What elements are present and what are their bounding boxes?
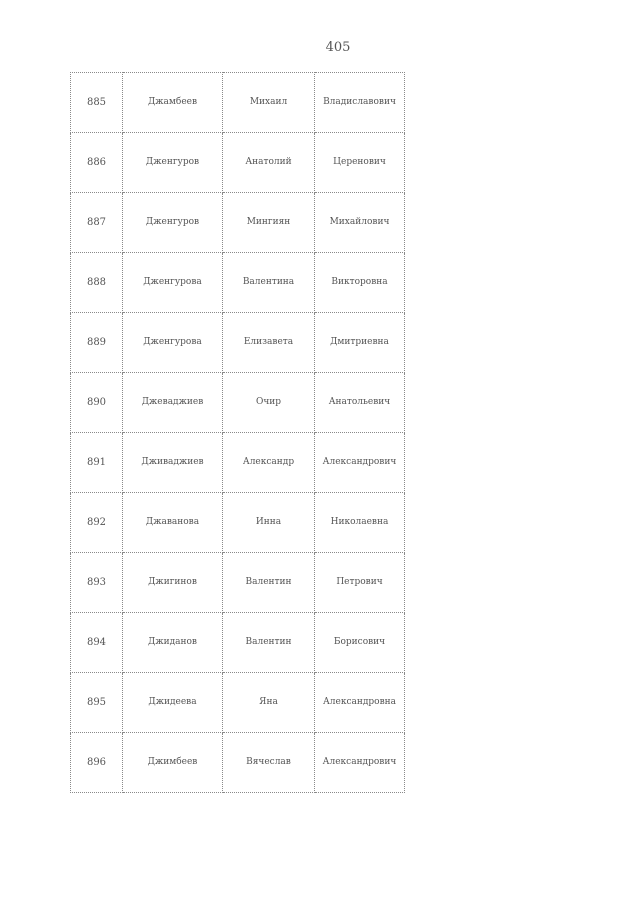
table-row — [71, 253, 405, 313]
table-row — [71, 193, 405, 253]
table-row — [71, 493, 405, 553]
patronymic-cell: Александрович — [315, 733, 405, 793]
first-name-cell: Елизавета — [223, 313, 315, 373]
first-name-cell: Инна — [223, 493, 315, 553]
first-name-cell: Вячеслав — [223, 733, 315, 793]
surname-cell: Джеваджиев — [123, 373, 223, 433]
table-row — [71, 553, 405, 613]
surname-cell: Джиданов — [123, 613, 223, 673]
patronymic-cell: Дмитриевна — [315, 313, 405, 373]
first-name-cell: Валентин — [223, 553, 315, 613]
patronymic-cell: Петрович — [315, 553, 405, 613]
table-row — [71, 613, 405, 673]
surname-cell: Дженгурова — [123, 313, 223, 373]
row-number: 890 — [71, 373, 123, 433]
patronymic-cell: Анатольевич — [315, 373, 405, 433]
patronymic-cell: Александрович — [315, 433, 405, 493]
page-number: 405 — [325, 40, 351, 55]
surname-cell: Джидеева — [123, 673, 223, 733]
table-row — [71, 673, 405, 733]
row-number: 893 — [71, 553, 123, 613]
table-row — [71, 133, 405, 193]
first-name-cell: Михаил — [223, 73, 315, 133]
surname-cell: Дженгурова — [123, 253, 223, 313]
patronymic-cell: Александровна — [315, 673, 405, 733]
row-number: 896 — [71, 733, 123, 793]
row-number: 891 — [71, 433, 123, 493]
surname-cell: Дженгуров — [123, 193, 223, 253]
surname-cell: Дженгуров — [123, 133, 223, 193]
table-row — [71, 433, 405, 493]
row-number: 895 — [71, 673, 123, 733]
row-number: 888 — [71, 253, 123, 313]
row-number: 886 — [71, 133, 123, 193]
first-name-cell: Мингиян — [223, 193, 315, 253]
surname-cell: Джимбеев — [123, 733, 223, 793]
patronymic-cell: Церенович — [315, 133, 405, 193]
first-name-cell: Александр — [223, 433, 315, 493]
row-number: 892 — [71, 493, 123, 553]
first-name-cell: Валентин — [223, 613, 315, 673]
first-name-cell: Очир — [223, 373, 315, 433]
surname-cell: Джамбеев — [123, 73, 223, 133]
first-name-cell: Яна — [223, 673, 315, 733]
patronymic-cell: Михайлович — [315, 193, 405, 253]
registry-table — [70, 72, 405, 793]
first-name-cell: Анатолий — [223, 133, 315, 193]
first-name-cell: Валентина — [223, 253, 315, 313]
surname-cell: Джаванова — [123, 493, 223, 553]
patronymic-cell: Владиславович — [315, 73, 405, 133]
table-row — [71, 373, 405, 433]
row-number: 887 — [71, 193, 123, 253]
row-number: 885 — [71, 73, 123, 133]
surname-cell: Дживаджиев — [123, 433, 223, 493]
table-row — [71, 73, 405, 133]
surname-cell: Джигинов — [123, 553, 223, 613]
patronymic-cell: Викторовна — [315, 253, 405, 313]
table-row — [71, 733, 405, 793]
patronymic-cell: Николаевна — [315, 493, 405, 553]
row-number: 889 — [71, 313, 123, 373]
table-row — [71, 313, 405, 373]
patronymic-cell: Борисович — [315, 613, 405, 673]
row-number: 894 — [71, 613, 123, 673]
